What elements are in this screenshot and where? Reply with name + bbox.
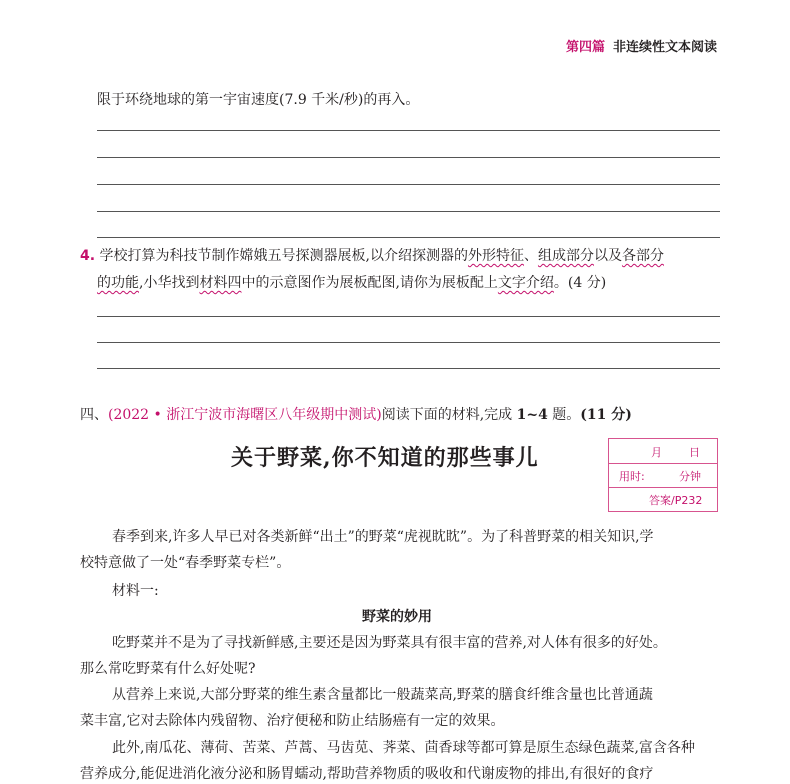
article-title: 关于野菜,你不知道的那些事儿 — [231, 445, 539, 471]
answer-line[interactable] — [97, 211, 720, 212]
part-4-heading: 四、(2022 • 浙江宁波市海曙区八年级期中测试)阅读下面的材料,完成 1~4 题。(11 分) — [80, 407, 632, 423]
answer-line[interactable] — [97, 316, 720, 317]
answer-line[interactable] — [97, 157, 720, 158]
section-label: 第四篇 — [566, 40, 606, 55]
question-4-line-1: 4. 学校打算为科技节制作嫦娥五号探测器展板,以介绍探测器的外形特征、组成部分以及各部分 — [80, 248, 664, 264]
body-paragraph: 那么常吃野菜有什么好处呢? — [80, 661, 256, 677]
body-paragraph: 吃野菜并不是为了寻找新鲜感,主要还是因为野菜具有很丰富的营养,对人体有很多的好处。 — [112, 635, 667, 651]
date-row: 月 日 — [609, 439, 717, 464]
answer-line[interactable] — [97, 342, 720, 343]
answer-line[interactable] — [97, 184, 720, 185]
answer-line[interactable] — [97, 237, 720, 238]
question-4-line-2: 的功能,小华找到材料四中的示意图作为展板配图,请你为展板配上文字介绍。(4 分) — [97, 275, 607, 291]
answer-ref-row — [609, 487, 717, 511]
source-label: (2022 • 浙江宁波市海曙区八年级期中测试) — [108, 407, 382, 423]
body-paragraph: 营养成分,能促进消化液分泌和肠胃蠕动,帮助营养物质的吸收和代谢废物的排出,有很好的食疗 — [80, 766, 654, 782]
body-paragraph: 菜丰富,它对去除体内残留物、治疗便秘和防止结肠癌有一定的效果。 — [80, 713, 505, 729]
body-paragraph: 此外,南瓜花、薄荷、苦菜、芦蒿、马齿苋、荠菜、茴香球等都可算是原生态绿色蔬菜,富含各种 — [112, 740, 695, 756]
intro-paragraph: 春季到来,许多人早已对各类新鲜“出土”的野菜“虎视眈眈”。为了科普野菜的相关知识,学 — [112, 529, 654, 545]
answer-line[interactable] — [97, 130, 720, 131]
body-paragraph: 从营养上来说,大部分野菜的维生素含量都比一般蔬菜高,野菜的膳食纤维含量也比普通蔬 — [112, 687, 653, 703]
answer-reference: 答案/P232 — [649, 494, 703, 507]
material-label: 材料一: — [112, 583, 159, 599]
section-subtitle: 野菜的妙用 — [362, 609, 432, 625]
intro-paragraph: 校特意做了一处“春季野菜专栏”。 — [80, 555, 291, 571]
section-title: 非连续性文本阅读 — [613, 40, 718, 55]
answer-line[interactable] — [97, 368, 720, 369]
page-header — [566, 36, 717, 55]
previous-answer-tail: 限于环绕地球的第一宇宙速度(7.9 千米/秒)的再入。 — [97, 92, 420, 108]
question-number: 4. — [80, 248, 96, 264]
info-box — [608, 438, 718, 512]
time-row: 用时: 分钟 — [609, 463, 717, 488]
